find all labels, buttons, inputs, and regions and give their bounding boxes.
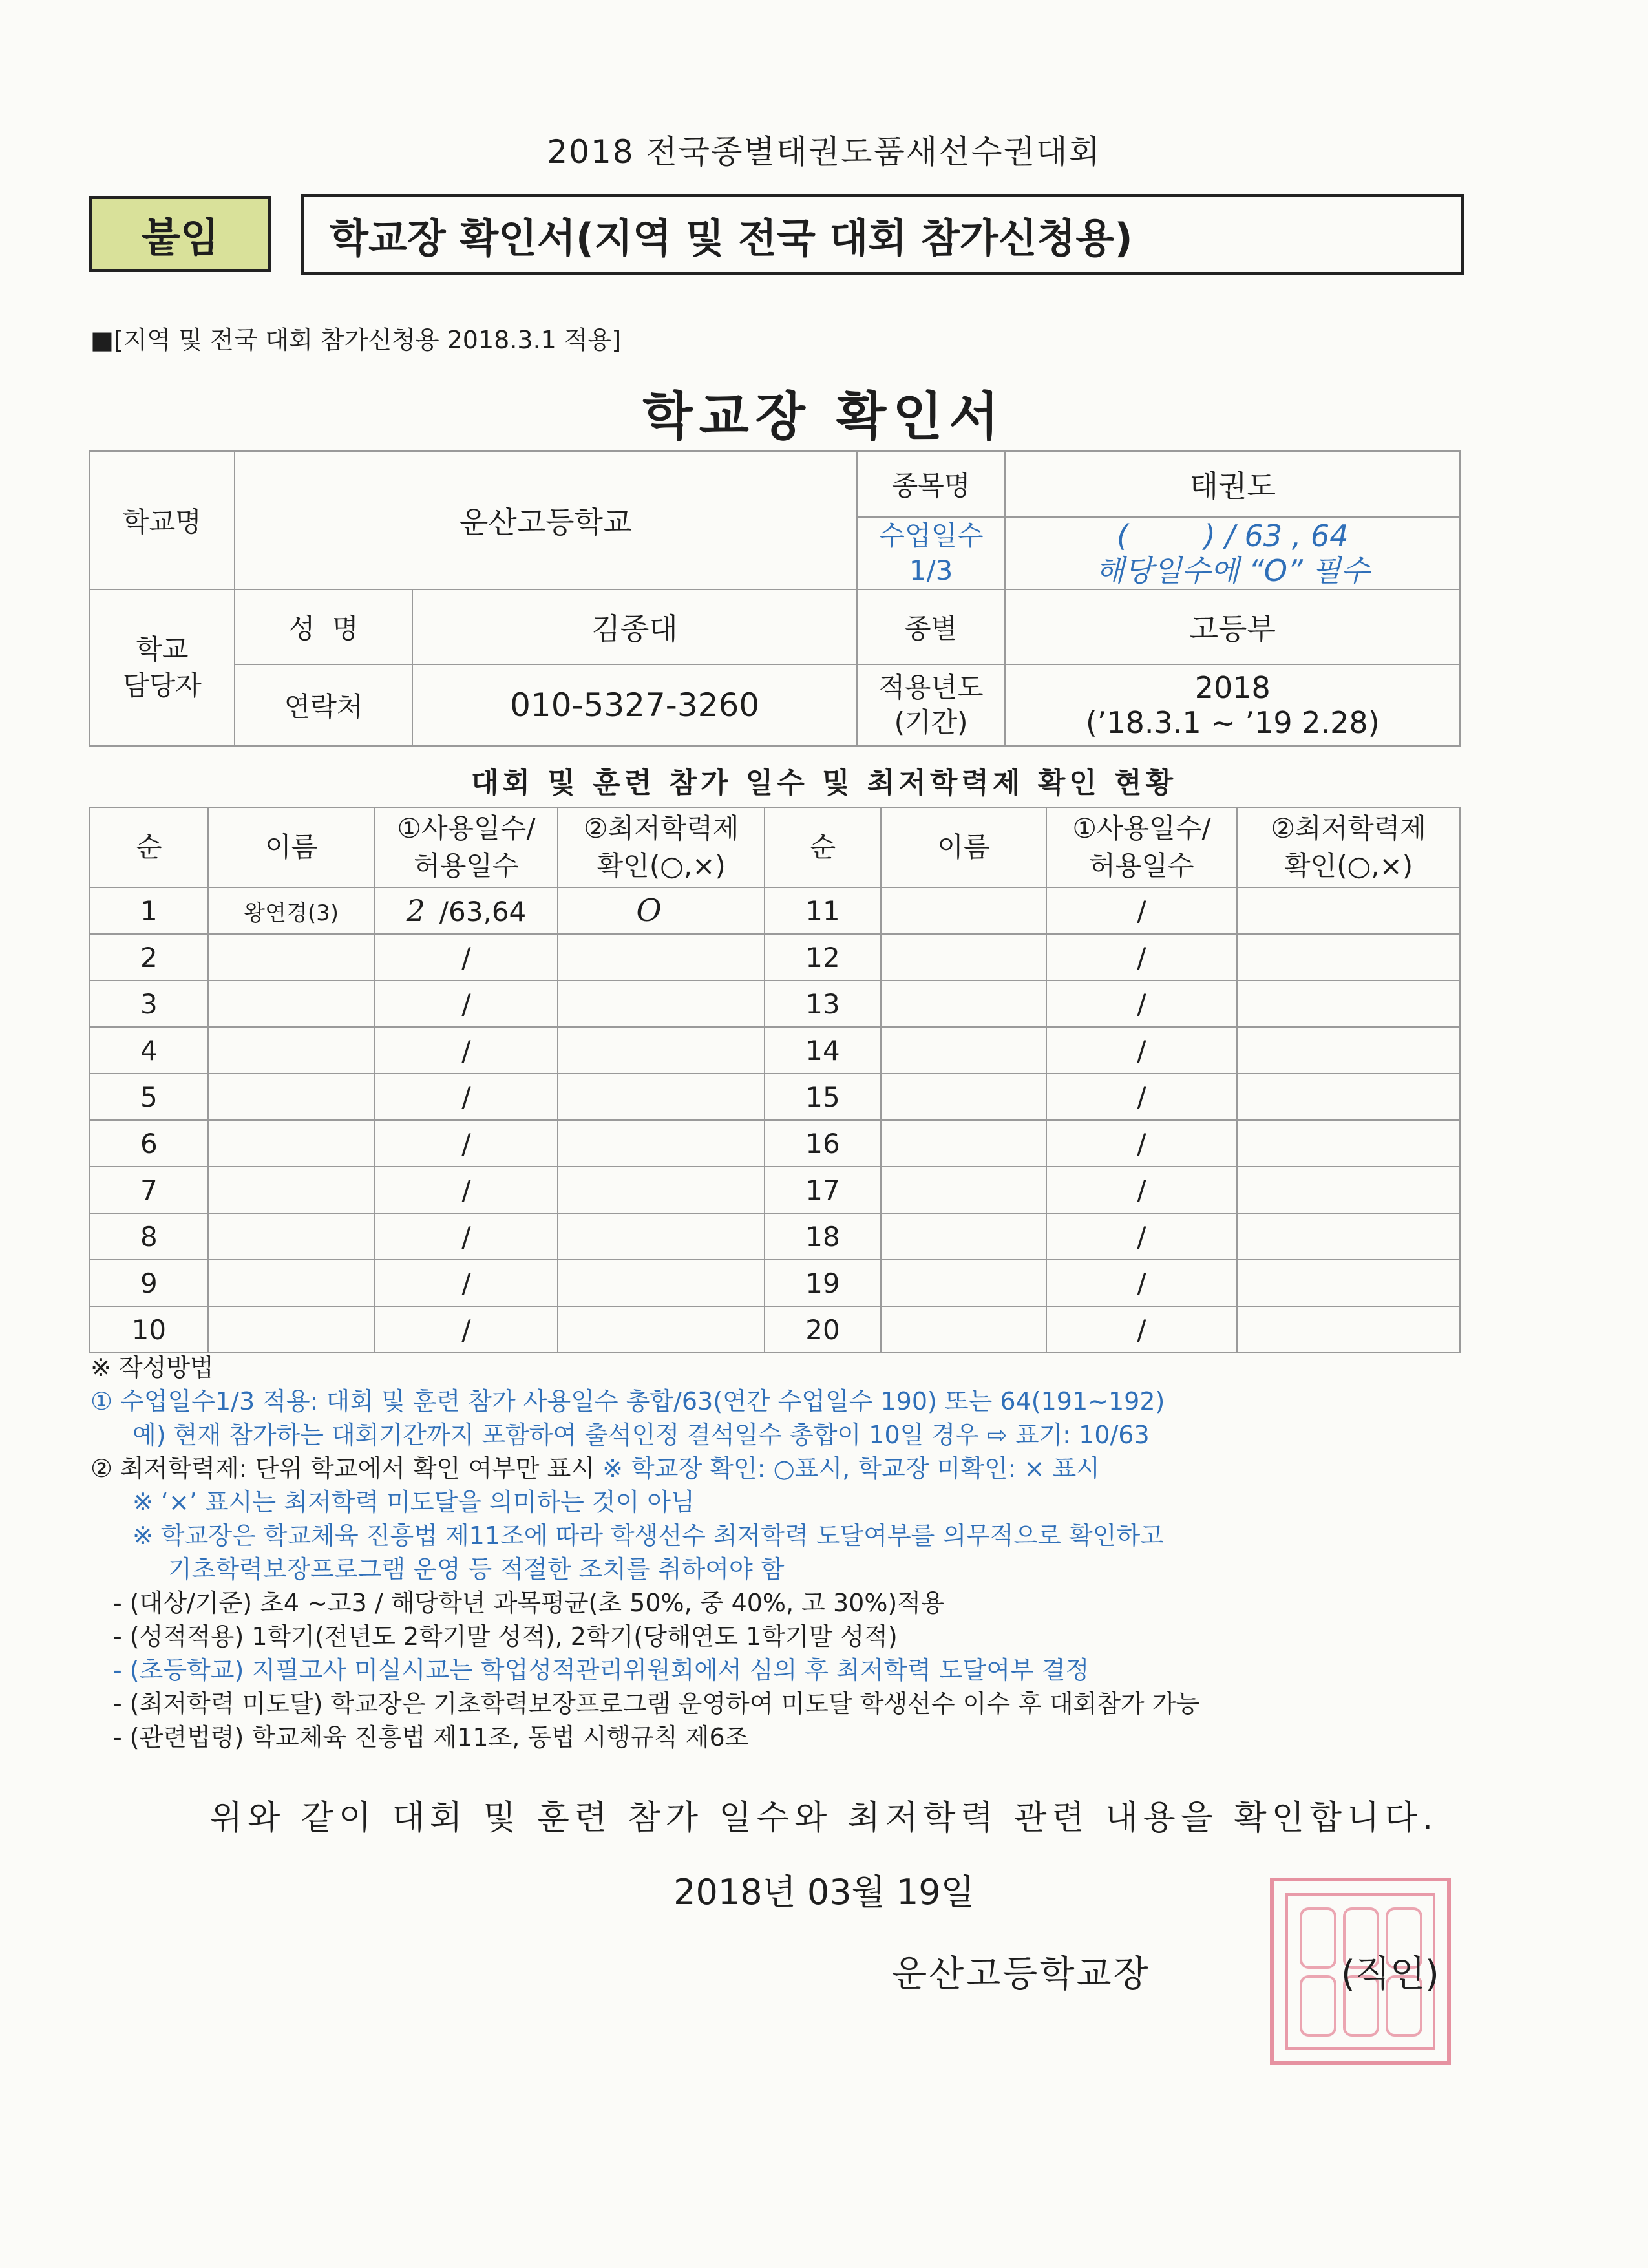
instruction-line-4: ※ ‘×’ 표시는 최저학력 미도달을 의미하는 것이 아님	[132, 1488, 695, 1516]
row-name-2	[881, 934, 1046, 980]
instruction-line-1: ① 수업일수1/3 적용: 대회 및 훈련 참가 사용일수 총합/63(연간 수업일수 190) 또는 64(191~192)	[90, 1387, 1165, 1415]
section-title: 대회 및 훈련 참가 일수 및 최저학력제 확인 현황	[470, 767, 1178, 800]
attachment-tag: 붙임	[89, 196, 271, 272]
row-no-2: 19	[765, 1260, 881, 1306]
table-row	[90, 1260, 1460, 1306]
row-check	[558, 1260, 765, 1306]
row-name-2	[881, 1120, 1046, 1167]
principal-title: 운산고등학교장	[892, 1953, 1150, 1995]
year-value	[1005, 664, 1460, 746]
header-min-line1-2: ②최저학력제	[1271, 812, 1426, 844]
year-value-line2: (’18.3.1 ~ ’19 2.28)	[1085, 705, 1380, 740]
row-name	[208, 1213, 375, 1260]
issue-date: 2018년 03월 19일	[673, 1872, 975, 1913]
table-row	[90, 887, 1460, 934]
instructions-title: ※ 작성방법	[90, 1353, 214, 1382]
row-no-2: 18	[765, 1213, 881, 1260]
row-check	[558, 1167, 765, 1213]
header-min-academic	[558, 807, 765, 887]
class-days-label-line1: 수업일수	[878, 520, 984, 551]
row-name-2	[881, 1306, 1046, 1353]
row-used: /	[375, 1260, 558, 1306]
header-name-2: 이름	[881, 807, 1046, 887]
instruction-line-3b: ※ 학교장 확인: ○표시, 학교장 미확인: × 표시	[602, 1454, 1100, 1483]
row-used-2: /	[1046, 1027, 1238, 1074]
row-used-2: /	[1046, 934, 1238, 980]
row-used: /	[375, 1306, 558, 1353]
row-used: /	[375, 1120, 558, 1167]
contact-value: 010-5327-3260	[412, 664, 856, 746]
instruction-line-11: - (관련법령) 학교체육 진흥법 제11조, 동법 시행규칙 제6조	[113, 1723, 749, 1752]
row-name	[208, 1027, 375, 1074]
table-row	[90, 1213, 1460, 1260]
row-used: /	[375, 934, 558, 980]
table-row	[90, 934, 1460, 980]
document-heading: 학교장 확인서(지역 및 전국 대회 참가신청용)	[301, 194, 1464, 275]
row-check-2	[1237, 1074, 1460, 1120]
class-days-value	[1005, 517, 1460, 589]
row-used: /	[375, 1213, 558, 1260]
header-used-line1-2: ①사용일수/	[1072, 812, 1211, 844]
table-row	[90, 1120, 1460, 1167]
row-check-2	[1237, 887, 1460, 934]
row-name	[208, 1306, 375, 1353]
instruction-line-6: 기초학력보장프로그램 운영 등 적절한 조치를 취하여야 함	[168, 1555, 785, 1584]
row-check	[558, 1120, 765, 1167]
participation-table	[89, 807, 1461, 1353]
row-name	[208, 934, 375, 980]
instruction-line-8: - (성적적용) 1학기(전년도 2학기말 성적), 2학기(당해연도 1학기말 성적)	[113, 1622, 898, 1651]
form-title: 학교장 확인서	[642, 387, 1006, 447]
header-no: 순	[90, 807, 208, 887]
row-no: 1	[90, 887, 208, 934]
row-name	[208, 1167, 375, 1213]
year-label-line1: 적용년도	[878, 672, 984, 703]
header-min-line2-2: 확인(○,×)	[1284, 850, 1413, 882]
row-name	[208, 980, 375, 1027]
row-used-2: /	[1046, 980, 1238, 1027]
header-used-line2: 허용일수	[414, 850, 519, 882]
row-check-2	[1237, 980, 1460, 1027]
row-no: 7	[90, 1167, 208, 1213]
row-used-handwritten: 2	[406, 893, 425, 928]
division-label: 종별	[857, 589, 1006, 664]
header-min-line1: ②최저학력제	[583, 812, 739, 844]
row-no: 6	[90, 1120, 208, 1167]
row-name	[208, 1260, 375, 1306]
sport-value: 태권도	[1005, 451, 1460, 517]
manager-label-line1: 학교	[136, 633, 189, 665]
row-used-2: /	[1046, 1306, 1238, 1353]
instruction-line-7: - (대상/기준) 초4 ~고3 / 해당학년 과목평균(초 50%, 중 40%, 고 30%)적용	[113, 1589, 945, 1617]
row-check	[558, 1027, 765, 1074]
row-used: /	[375, 1167, 558, 1213]
row-used-value: /63,64	[439, 896, 527, 927]
year-value-line1: 2018	[1194, 670, 1271, 705]
header-min-line2: 확인(○,×)	[597, 850, 726, 882]
name-value: 김종대	[412, 589, 856, 664]
row-used: /	[375, 1074, 558, 1120]
header-used-line2-2: 허용일수	[1089, 850, 1194, 882]
row-no: 2	[90, 934, 208, 980]
row-used-2: /	[1046, 887, 1238, 934]
instruction-line-10: - (최저학력 미도달) 학교장은 기초학력보장프로그램 운영하여 미도달 학생선수 이수 후 대회참가 가능	[113, 1690, 1200, 1718]
name-label: 성 명	[235, 589, 413, 664]
header-used-days-2	[1046, 807, 1238, 887]
row-no: 5	[90, 1074, 208, 1120]
instruction-line-3a: ② 최저학력제: 단위 학교에서 확인 여부만 표시	[90, 1454, 603, 1483]
row-no-2: 15	[765, 1074, 881, 1120]
row-no-2: 13	[765, 980, 881, 1027]
header-name: 이름	[208, 807, 375, 887]
row-no-2: 14	[765, 1027, 881, 1074]
header-min-academic-2	[1237, 807, 1460, 887]
row-check-2	[1237, 1260, 1460, 1306]
row-check-2	[1237, 1306, 1460, 1353]
header-used-line1: ①사용일수/	[397, 812, 536, 844]
table-header-row	[90, 807, 1460, 887]
row-no: 4	[90, 1027, 208, 1074]
row-used: /	[375, 980, 558, 1027]
manager-label-line2: 담당자	[123, 670, 202, 701]
row-used	[375, 887, 558, 934]
division-value: 고등부	[1005, 589, 1460, 664]
row-check-2	[1237, 1120, 1460, 1167]
row-no: 10	[90, 1306, 208, 1353]
row-check-2	[1237, 1213, 1460, 1260]
row-name-2	[881, 1074, 1046, 1120]
instruction-line-2: 예) 현재 참가하는 대회기간까지 포함하여 출석인정 결석일수 총합이 10일 경우 ⇨ 표기: 10/63	[132, 1421, 1150, 1449]
row-used-2: /	[1046, 1167, 1238, 1213]
row-check	[558, 934, 765, 980]
row-name	[208, 1120, 375, 1167]
header-used-days	[375, 807, 558, 887]
year-label-line2: (기간)	[894, 706, 968, 738]
class-days-value-line2: 해당일수에 “O” 필수	[1095, 553, 1370, 588]
row-check	[558, 980, 765, 1027]
class-days-label	[857, 517, 1006, 589]
row-name-2	[881, 1260, 1046, 1306]
row-name-2	[881, 1167, 1046, 1213]
row-name-2	[881, 1027, 1046, 1074]
row-name	[208, 1074, 375, 1120]
instruction-line-3	[90, 1452, 1474, 1485]
row-check: O	[558, 887, 765, 934]
event-title: 2018 전국종별태권도품새선수권대회	[547, 133, 1101, 171]
row-name-2	[881, 1213, 1046, 1260]
row-used-2: /	[1046, 1120, 1238, 1167]
table-row	[90, 1074, 1460, 1120]
row-name-2	[881, 887, 1046, 934]
row-check-2	[1237, 1167, 1460, 1213]
table-row	[90, 1306, 1460, 1353]
row-no-2: 16	[765, 1120, 881, 1167]
row-check	[558, 1306, 765, 1353]
manager-label	[90, 589, 235, 746]
header-no-2: 순	[765, 807, 881, 887]
year-label	[857, 664, 1006, 746]
row-used-2: /	[1046, 1260, 1238, 1306]
row-check-2	[1237, 1027, 1460, 1074]
row-check-2	[1237, 934, 1460, 980]
info-table	[89, 450, 1461, 747]
row-check	[558, 1213, 765, 1260]
row-used-2: /	[1046, 1074, 1238, 1120]
row-no: 8	[90, 1213, 208, 1260]
table-row	[90, 1167, 1460, 1213]
instruction-line-9: - (초등학교) 지필고사 미실시교는 학업성적관리위원회에서 심의 후 최저학력 도달여부 결정	[113, 1656, 1090, 1684]
row-name-2	[881, 980, 1046, 1027]
row-no-2: 11	[765, 887, 881, 934]
seal-label: (직인)	[1341, 1953, 1439, 1995]
row-no: 9	[90, 1260, 208, 1306]
school-label: 학교명	[90, 451, 235, 589]
row-no-2: 20	[765, 1306, 881, 1353]
row-name: 왕연경(3)	[208, 887, 375, 934]
class-days-value-line1: ( ) / 63 , 64	[1116, 518, 1349, 553]
confirmation-statement: 위와 같이 대회 및 훈련 참가 일수와 최저학력 관련 내용을 확인합니다.	[209, 1799, 1439, 1838]
row-used-2: /	[1046, 1213, 1238, 1260]
row-no-2: 12	[765, 934, 881, 980]
applicability-note: ■[지역 및 전국 대회 참가신청용 2018.3.1 적용]	[90, 326, 622, 354]
table-row	[90, 1027, 1460, 1074]
instructions	[90, 1351, 1474, 1754]
row-no-2: 17	[765, 1167, 881, 1213]
school-name: 운산고등학교	[235, 451, 857, 589]
class-days-label-line2: 1/3	[909, 555, 953, 586]
table-row	[90, 980, 1460, 1027]
instruction-line-5: ※ 학교장은 학교체육 진흥법 제11조에 따라 학생선수 최저학력 도달여부를 의무적으로 확인하고	[132, 1521, 1164, 1550]
contact-label: 연락처	[235, 664, 413, 746]
sport-label: 종목명	[857, 451, 1006, 517]
row-check	[558, 1074, 765, 1120]
row-no: 3	[90, 980, 208, 1027]
row-used: /	[375, 1027, 558, 1074]
